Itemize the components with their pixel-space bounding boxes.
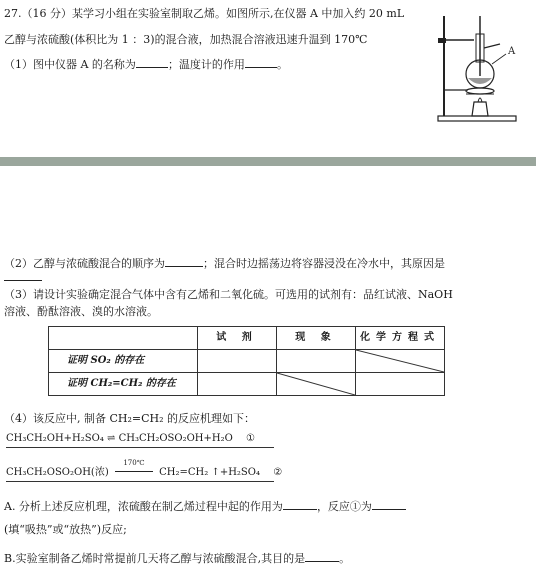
equation-1-number: ① <box>246 433 255 444</box>
table-cell-diagonal <box>356 350 445 373</box>
experiment-table <box>48 326 445 396</box>
subquestion-2-text-a: （2）乙醇与浓硫酸混合的顺序为 <box>4 257 165 270</box>
part-b-text-b: 。 <box>339 552 351 565</box>
equation-2-condition: 170℃ <box>123 459 145 467</box>
part-a-line-1 <box>4 498 406 512</box>
equation-2-left: CH₃CH₂OSO₂OH(浓) <box>6 467 109 478</box>
answer-blank[interactable] <box>305 550 339 562</box>
answer-blank[interactable] <box>165 255 203 267</box>
part-a-text-b: ，反应①为 <box>316 500 372 513</box>
subquestion-3-line-2: 溶液、酚酞溶液、溴的水溶液。 <box>4 305 158 318</box>
question-header: 27.（16 分）某学习小组在实验室制取乙烯。如图所示,在仪器 A 中加入约 20 mL <box>4 7 405 20</box>
subquestion-4: （4）该反应中, 制备 CH₂=CH₂ 的反应机理如下： <box>4 412 256 425</box>
header-phenomenon: 现 象 <box>277 327 356 350</box>
apparatus-figure <box>434 12 530 124</box>
table-cell[interactable] <box>277 350 356 373</box>
subquestion-2-text-b: ；混合时边摇荡边将容器浸没在冷水中，其原因是 <box>203 257 445 270</box>
arrow-line <box>115 471 153 472</box>
subquestion-1 <box>4 56 288 70</box>
table-row <box>49 350 445 373</box>
figure-label-a: A <box>508 46 516 57</box>
subquestion-2-blank-row <box>4 269 42 283</box>
subquestion-3-line-1: （3）请设计实验确定混合气体中含有乙烯和二氧化硫。可选用的试剂有：品红试液、NaOH <box>4 288 453 301</box>
part-a-text-a: A. 分析上述反应机理，浓硫酸在制乙烯过程中起的作用为 <box>4 500 283 513</box>
diagonal-strike <box>356 350 444 372</box>
subquestion-1-text-a: （1）图中仪器 A 的名称为 <box>4 58 136 71</box>
table-cell[interactable] <box>356 373 445 396</box>
equation-1-text: CH₃CH₂OH+H₂SO₄ ⇌ CH₃CH₂OSO₂OH+H₂O <box>6 433 233 444</box>
answer-blank[interactable] <box>245 56 277 68</box>
answer-blank[interactable] <box>136 56 168 68</box>
subquestion-2 <box>4 255 445 269</box>
part-b-text-a: B.实验室制备乙烯时常提前几天将乙醇与浓硫酸混合,其目的是 <box>4 552 306 565</box>
row-label-so2: 证明 SO₂ 的存在 <box>49 350 198 373</box>
part-b-line <box>4 550 350 564</box>
answer-blank[interactable] <box>283 498 317 510</box>
equation-1 <box>6 434 255 444</box>
subquestion-1-text-c: 。 <box>276 58 288 71</box>
answer-blank[interactable] <box>4 269 42 281</box>
equation-2-number: ② <box>273 467 283 478</box>
question-line-2: 乙醇与浓硫酸(体积比为 1 ：3)的混合液，加热混合溶液迅速升温到 170℃ <box>4 33 368 46</box>
header-equation: 化学方程式 <box>356 327 445 350</box>
part-a-line-2: (填“吸热”或“放热”)反应; <box>4 523 127 536</box>
equation-2-right: CH₂=CH₂ ↑+H₂SO₄ <box>159 467 260 478</box>
table-corner-cell <box>49 327 198 350</box>
equation-2 <box>6 459 283 478</box>
header-reagent: 试 剂 <box>198 327 277 350</box>
reaction-arrow <box>115 459 153 478</box>
section-divider <box>0 157 536 166</box>
table-cell[interactable] <box>198 373 277 396</box>
table-row <box>49 373 445 396</box>
table-cell[interactable] <box>198 350 277 373</box>
table-header-row <box>49 327 445 350</box>
equation-2-underline <box>6 481 274 482</box>
diagonal-strike <box>277 373 355 395</box>
equation-1-underline <box>6 447 274 448</box>
answer-blank[interactable] <box>372 498 406 510</box>
row-label-ethylene: 证明 CH₂=CH₂ 的存在 <box>49 373 198 396</box>
table-cell-diagonal <box>277 373 356 396</box>
subquestion-1-text-b: ；温度计的作用 <box>167 58 245 71</box>
